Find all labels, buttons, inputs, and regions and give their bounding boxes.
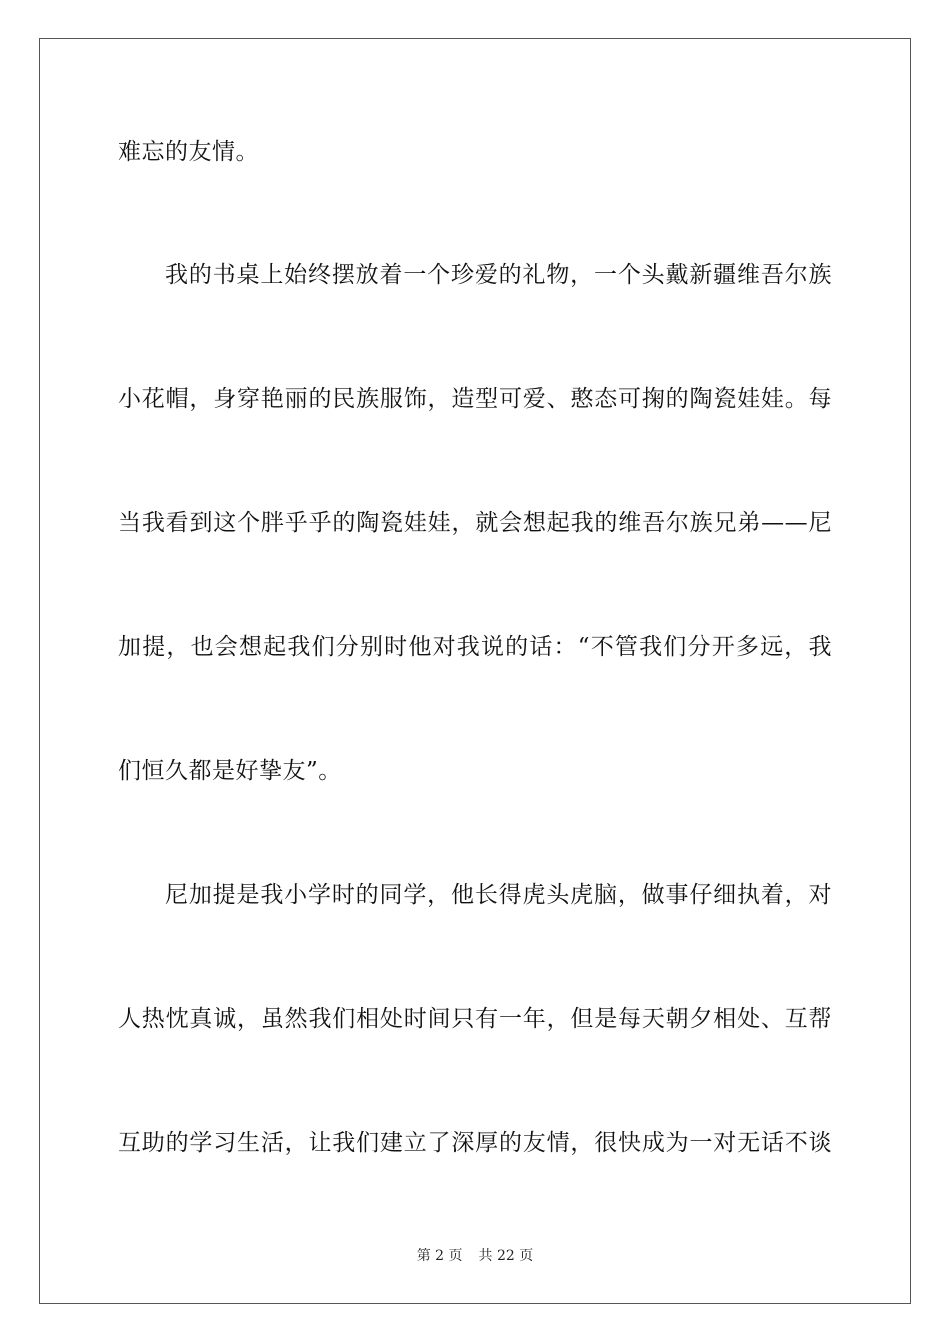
page-footer (0, 1247, 950, 1265)
text-line-2: 我的书桌上始终摆放着一个珍爱的礼物，一个头戴新疆维吾尔族 (165, 262, 832, 288)
text-line-3: 小花帽，身穿艳丽的民族服饰，造型可爱、憨态可掬的陶瓷娃娃。每 (118, 386, 832, 412)
text-line-4: 当我看到这个胖乎乎的陶瓷娃娃，就会想起我的维吾尔族兄弟——尼 (118, 510, 832, 536)
text-line-9: 互助的学习生活，让我们建立了深厚的友情，很快成为一对无话不谈 (118, 1130, 832, 1156)
page-border (39, 38, 911, 1304)
page-total: 共 22 页 (478, 1248, 534, 1264)
text-line-8: 人热忱真诚，虽然我们相处时间只有一年，但是每天朝夕相处、互帮 (118, 1006, 832, 1032)
page-number: 第 2 页 (416, 1248, 463, 1264)
text-line-1: 难忘的友情。 (118, 139, 259, 165)
text-line-5: 加提，也会想起我们分别时他对我说的话：“不管我们分开多远，我 (118, 634, 832, 660)
text-line-6: 们恒久都是好挚友”。 (118, 758, 342, 784)
text-line-7: 尼加提是我小学时的同学，他长得虎头虎脑，做事仔细执着，对 (165, 882, 832, 908)
